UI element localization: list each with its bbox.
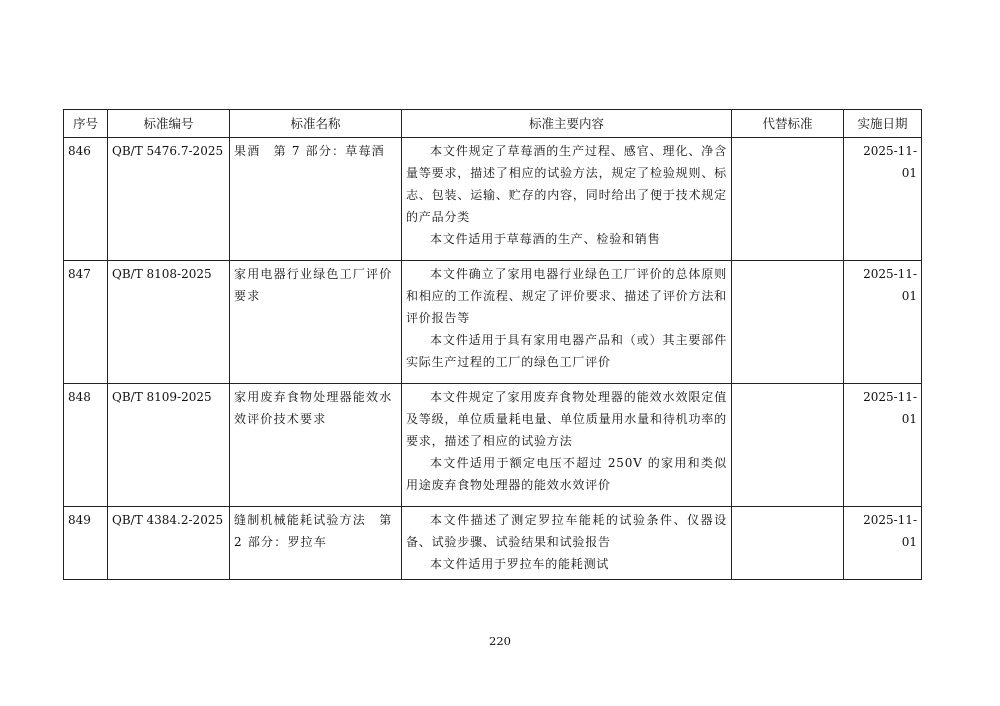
standard-code: QB/T 4384.2-2025 [108, 507, 230, 580]
table-row [64, 507, 922, 580]
table-header-row [64, 110, 922, 138]
standard-name: 缝制机械能耗试验方法 第 2 部分：罗拉车 [230, 507, 402, 580]
standard-content [402, 261, 732, 384]
replaced-standard [732, 261, 844, 384]
implementation-date: 2025-11-01 [844, 261, 922, 384]
header-implementation-date: 实施日期 [844, 110, 922, 138]
implementation-date: 2025-11-01 [844, 507, 922, 580]
header-standard-name: 标准名称 [230, 110, 402, 138]
page-number: 220 [489, 634, 511, 648]
content-applicability-paragraph: 本文件适用于额定电压不超过 250V 的家用和类似用途废弃食物处理器的能效水效评价 [406, 456, 727, 492]
standard-content [402, 384, 732, 507]
serial-no: 847 [64, 261, 108, 384]
standard-name: 家用电器行业绿色工厂评价要求 [230, 261, 402, 384]
standard-name: 果酒 第 7 部分：草莓酒 [230, 138, 402, 261]
content-scope-paragraph: 本文件规定了家用废弃食物处理器的能效水效限定值及等级，单位质量耗电量、单位质量用水量和待机功率的要求，描述了相应的试验方法 [406, 390, 727, 448]
content-applicability-paragraph: 本文件适用于具有家用电器产品和（或）其主要部件实际生产过程的工厂的绿色工厂评价 [406, 333, 727, 369]
standard-content [402, 507, 732, 580]
replaced-standard [732, 138, 844, 261]
serial-no: 846 [64, 138, 108, 261]
content-applicability-paragraph: 本文件适用于罗拉车的能耗测试 [430, 557, 610, 571]
header-replaced-standard: 代替标准 [732, 110, 844, 138]
serial-no: 849 [64, 507, 108, 580]
standard-code: QB/T 8109-2025 [108, 384, 230, 507]
standard-content [402, 138, 732, 261]
content-scope-paragraph: 本文件确立了家用电器行业绿色工厂评价的总体原则和相应的工作流程、规定了评价要求、描述了评价方法和评价报告等 [406, 267, 727, 325]
standards-table [63, 109, 922, 580]
implementation-date: 2025-11-01 [844, 138, 922, 261]
replaced-standard [732, 507, 844, 580]
header-serial-no: 序号 [64, 110, 108, 138]
table-row [64, 384, 922, 507]
content-scope-paragraph: 本文件描述了测定罗拉车能耗的试验条件、仪器设备、试验步骤、试验结果和试验报告 [406, 513, 727, 549]
replaced-standard [732, 384, 844, 507]
standard-name: 家用废弃食物处理器能效水效评价技术要求 [230, 384, 402, 507]
content-applicability-paragraph: 本文件适用于草莓酒的生产、检验和销售 [430, 232, 661, 246]
header-main-content: 标准主要内容 [402, 110, 732, 138]
standard-code: QB/T 8108-2025 [108, 261, 230, 384]
content-scope-paragraph: 本文件规定了草莓酒的生产过程、感官、理化、净含量等要求，描述了相应的试验方法，规定了检验规则、标志、包装、运输、贮存的内容，同时给出了便于技术规定的产品分类 [406, 144, 727, 224]
header-standard-code: 标准编号 [108, 110, 230, 138]
table-row [64, 138, 922, 261]
implementation-date: 2025-11-01 [844, 384, 922, 507]
serial-no: 848 [64, 384, 108, 507]
standard-code: QB/T 5476.7-2025 [108, 138, 230, 261]
table-row [64, 261, 922, 384]
